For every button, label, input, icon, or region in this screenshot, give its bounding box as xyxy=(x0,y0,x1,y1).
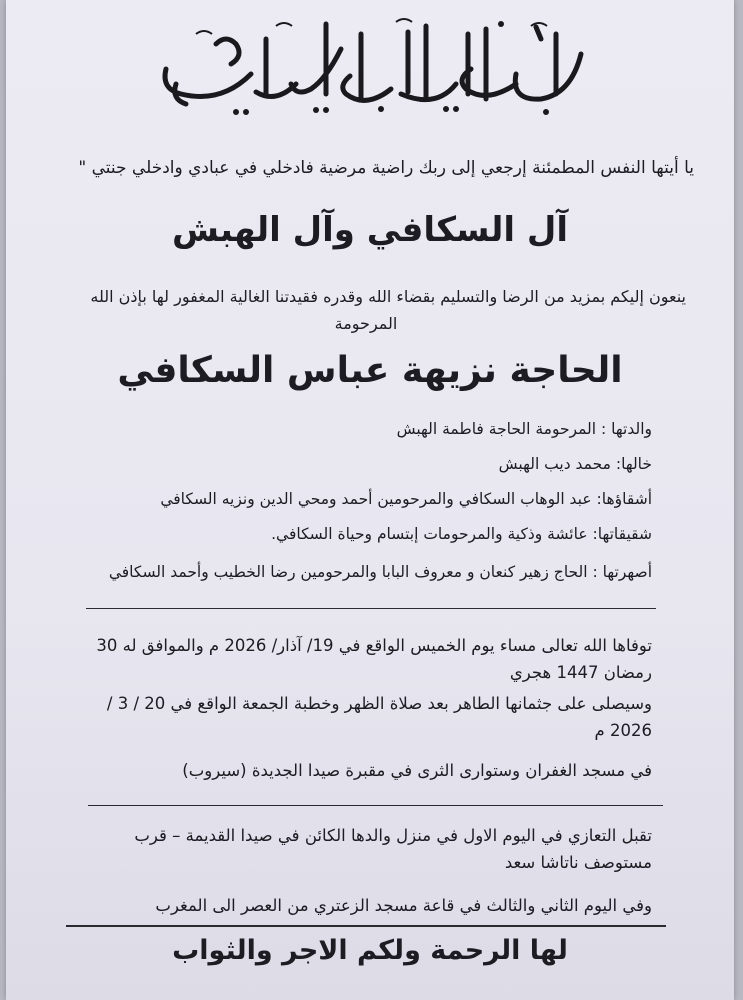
relative-brothers: أشقاؤها: عبد الوهاب السكافي والمرحومين أحمد ومحي الدين ونزيه السكافي xyxy=(160,490,652,508)
death-notice: توفاها الله تعالى مساء يوم الخميس الواقع في 19/ آذار/ 2026 م والموافق له 30 رمضان 1447 هجري xyxy=(96,636,652,682)
closing-line: لها الرحمة ولكم الاجر والثواب xyxy=(172,935,568,966)
relative-uncle: خالها: محمد ديب الهبش xyxy=(498,455,652,473)
announcement xyxy=(46,283,686,337)
condolences-days23: وفي اليوم الثاني والثالث في قاعة مسجد الزعتري من العصر الى المغرب xyxy=(155,896,652,915)
relative-in-laws: أصهرتها : الحاج زهير كنعان و معروف البابا والمرحومين رضا الخطيب وأحمد السكافي xyxy=(108,563,652,581)
divider xyxy=(88,805,663,806)
calligraphy-header xyxy=(156,14,606,124)
condolences-day1: تقبل التعازي في اليوم الاول في منزل والدها الكائن في صيدا القديمة – قرب مستوصف ناتاشا سعد xyxy=(134,826,652,872)
burial-notice: في مسجد الغفران وستوارى الثرى في مقبرة صيدا الجديدة (سيروب) xyxy=(182,761,652,780)
deceased-name: الحاجة نزيهة عباس السكافي xyxy=(117,350,623,391)
divider xyxy=(86,608,656,609)
divider xyxy=(66,925,666,927)
prayer-notice: وسيصلى على جثمانها الطاهر بعد صلاة الظهر وخطبة الجمعة الواقع في 20 / 3 / 2026 م xyxy=(106,694,652,740)
quran-verse: يا أيتها النفس المطمئنة إرجعي إلى ربك راضية مرضية فادخلي في عبادي وادخلي جنتي " xyxy=(78,158,694,178)
calligraphy-header-image xyxy=(156,14,606,124)
announcement-line2: المرحومة xyxy=(334,314,398,333)
obituary-paper xyxy=(6,0,734,1000)
family-names: آل السكافي وآل الهبش xyxy=(172,210,568,250)
relative-mother: والدتها : المرحومة الحاجة فاطمة الهبش xyxy=(396,420,652,438)
relative-sisters: شقيقاتها: عائشة وذكية والمرحومات إبتسام وحياة السكافي. xyxy=(271,525,652,543)
announcement-line1: ينعون إليكم بمزيد من الرضا والتسليم بقضاء الله وقدره فقيدتنا الغالية المغفور لها بإذن الله xyxy=(90,287,686,306)
